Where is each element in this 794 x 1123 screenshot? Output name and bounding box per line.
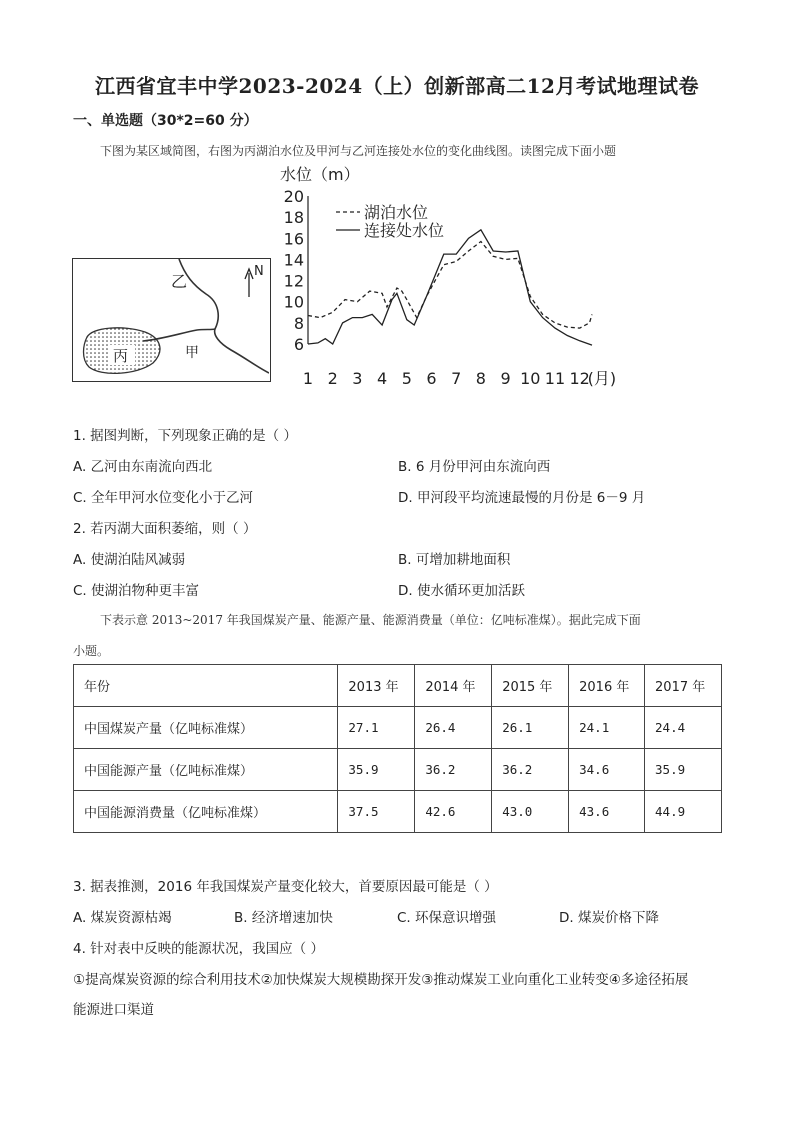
table-header-cell: 2016 年	[569, 665, 645, 707]
x-tick-label: 8	[475, 369, 486, 388]
x-tick-label: 10	[520, 369, 541, 388]
table-cell: 26.4	[415, 707, 492, 749]
y-tick-label: 20	[283, 187, 304, 206]
y-tick-label: 18	[283, 208, 304, 228]
y-tick-label: 10	[283, 292, 304, 312]
question-3-option-c[interactable]: C. 环保意识增强	[397, 910, 497, 926]
table-row	[74, 791, 722, 833]
y-tick-label: 8	[293, 313, 304, 333]
table-cell: 37.5	[338, 791, 415, 833]
table-cell: 42.6	[415, 791, 492, 833]
x-tick-label: 9	[500, 369, 511, 388]
table-cell: 中国煤炭产量（亿吨标准煤）	[74, 707, 338, 749]
intro-text-2: 下表示意 2013~2017 年我国煤炭产量、能源产量、能源消费量（单位：亿吨标准煤）。据此完成下面	[100, 613, 641, 627]
intro-text-1: 下图为某区域简图，右图为丙湖泊水位及甲河与乙河连接处水位的变化曲线图。读图完成下面小题	[100, 144, 617, 158]
question-2-option-d[interactable]: D. 使水循环更加活跃	[398, 583, 525, 599]
question-2-stem: 2. 若丙湖大面积萎缩，则（ ）	[73, 521, 257, 537]
question-1-option-b[interactable]: B. 6 月份甲河由东流向西	[398, 459, 551, 475]
x-tick-label: 4	[376, 369, 388, 388]
table-cell: 35.9	[338, 749, 415, 791]
question-4-statements-line-2: 能源进口渠道	[73, 1002, 154, 1018]
table-cell: 中国能源产量（亿吨标准煤）	[74, 749, 338, 791]
north-arrow-icon	[245, 264, 264, 297]
question-1-stem: 1. 据图判断，下列现象正确的是（ ）	[73, 428, 297, 444]
legend-label: 连接处水位	[364, 221, 445, 240]
x-tick-label: 3	[352, 369, 363, 388]
table-cell: 43.0	[492, 791, 569, 833]
x-tick-label: 5	[401, 369, 412, 388]
table-row	[74, 749, 722, 791]
series-line-junction	[308, 230, 592, 345]
label-bing: 丙	[113, 347, 129, 365]
question-3-option-a[interactable]: A. 煤炭资源枯竭	[73, 910, 172, 926]
y-tick-label: 12	[283, 271, 304, 291]
table-cell: 24.1	[569, 707, 645, 749]
table-cell: 24.4	[645, 707, 722, 749]
intro-text-2-cont: 小题。	[73, 644, 110, 658]
question-3-stem: 3. 据表推测，2016 年我国煤炭产量变化较大，首要原因最可能是（ ）	[73, 879, 498, 895]
x-tick-label: 1	[302, 369, 314, 388]
legend-label: 湖泊水位	[364, 203, 429, 222]
table-cell: 26.1	[492, 707, 569, 749]
y-tick-label: 16	[283, 229, 304, 249]
y-tick-label: 6	[293, 335, 304, 354]
question-2-option-a[interactable]: A. 使湖泊陆风减弱	[73, 552, 186, 568]
question-2-option-b[interactable]: B. 可增加耕地面积	[398, 552, 511, 568]
question-4-statements-line-1: ①提高煤炭资源的综合利用技术②加快煤炭大规模勘探开发③推动煤炭工业向重化工业转变④多途径拓展	[73, 972, 689, 988]
x-tick-label: 12	[569, 369, 590, 388]
x-axis-unit: (月)	[587, 369, 617, 388]
question-2-option-c[interactable]: C. 使湖泊物种更丰富	[73, 583, 200, 599]
label-north: N	[254, 264, 264, 279]
region-sketch-map	[72, 258, 271, 382]
y-tick-label: 14	[283, 250, 304, 270]
question-1-option-a[interactable]: A. 乙河由东南流向西北	[73, 459, 213, 475]
section-heading: 一、单选题（30*2=60 分）	[73, 113, 258, 129]
energy-table	[73, 664, 722, 833]
question-3-option-d[interactable]: D. 煤炭价格下降	[559, 910, 659, 926]
question-3-option-b[interactable]: B. 经济增速加快	[234, 910, 333, 926]
table-cell: 34.6	[569, 749, 645, 791]
x-tick-label: 6	[426, 369, 437, 388]
table-cell: 中国能源消费量（亿吨标准煤）	[74, 791, 338, 833]
x-tick-label: 11	[544, 369, 566, 388]
table-cell: 35.9	[645, 749, 722, 791]
question-4-stem: 4. 针对表中反映的能源状况，我国应（ ）	[73, 941, 324, 957]
table-cell: 44.9	[645, 791, 722, 833]
table-header-cell: 2017 年	[645, 665, 722, 707]
table-header-cell: 2013 年	[338, 665, 415, 707]
table-header-cell: 2014 年	[415, 665, 492, 707]
page-title: 江西省宜丰中学2023-2024（上）创新部高二12月考试地理试卷	[95, 74, 699, 98]
water-level-chart	[276, 162, 626, 394]
x-tick-label: 7	[451, 369, 462, 388]
x-tick-label: 2	[327, 369, 338, 388]
table-header-row	[74, 665, 722, 707]
label-jia: 甲	[185, 345, 199, 361]
table-header-cell: 年份	[74, 665, 338, 707]
question-1-option-d[interactable]: D. 甲河段平均流速最慢的月份是 6－9 月	[398, 490, 646, 506]
table-header-cell: 2015 年	[492, 665, 569, 707]
table-cell: 36.2	[492, 749, 569, 791]
table-row	[74, 707, 722, 749]
table-cell: 27.1	[338, 707, 415, 749]
table-cell: 36.2	[415, 749, 492, 791]
table-cell: 43.6	[569, 791, 645, 833]
question-1-option-c[interactable]: C. 全年甲河水位变化小于乙河	[73, 490, 254, 506]
y-axis-label: 水位（m）	[280, 165, 360, 184]
label-yi: 乙	[171, 272, 188, 291]
